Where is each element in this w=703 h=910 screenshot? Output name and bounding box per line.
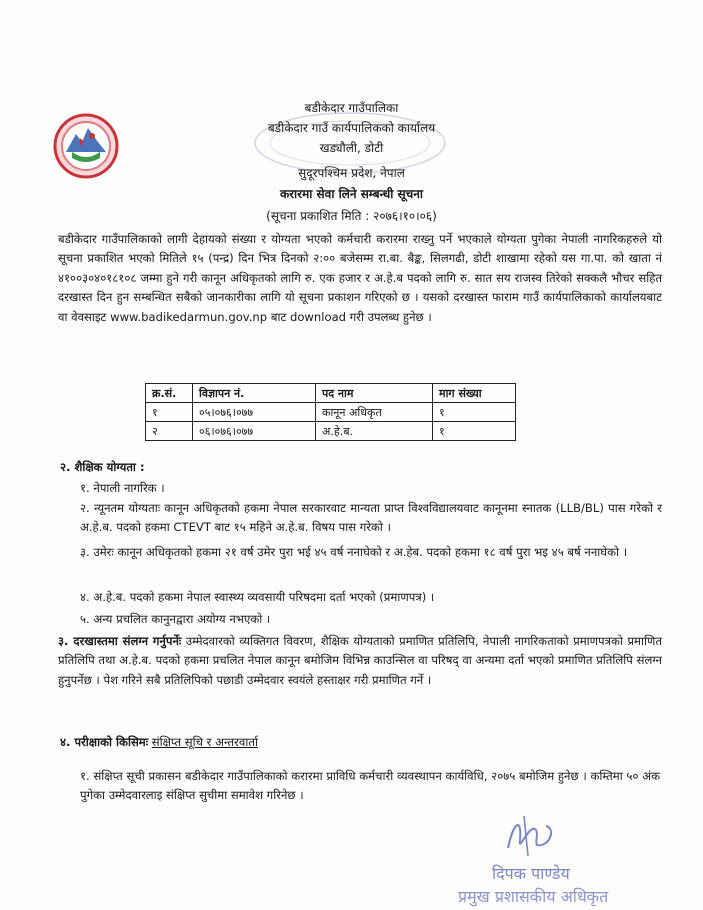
qualification-item: ५. अन्य प्रचलित कानुनद्वारा अयोग्य नभएको । (80, 612, 271, 626)
table-header-row (146, 384, 516, 403)
signature-icon (500, 810, 560, 860)
office-address: खड्यौली, डोटी (319, 141, 384, 155)
signatory-title: प्रमुख प्रशासकीय अधिकृत (458, 887, 609, 906)
section3-heading: ३. दरखास्तमा संलग्न गर्नुपर्नेः (58, 634, 182, 648)
signatory-name: दिपक पाण्डेय (492, 864, 570, 883)
intro-paragraph: बडीकेदार गाउँपालिकाको लागी देहायको संख्या र योग्यता भएको कर्मचारी करारमा राख्नु पर्ने भएकाले योग्यता पुगेका नेपाली नागरिकहरुले यो सूचना प्रकाशित भएको मितिले १५ (पन्द्र) दिन भित्र दिनको २:०० बजेसम्म रा.बा. बैङ्क, सिलगढी, डोटी शाखामा रहेको यस गा.पा. को खाता नं ४१००३०४०१८१०८ जम्मा हुने गरी कानून अधिकृतको लागि रु. एक हजार र अ.हे.ब पदको लागि रु. सात सय राजस्व तिरेको सक्कलै भौचर सहित दरखास्त दिन हुन सम्बन्धित सबैको जानकारीका लागि यो सूचना प्रकाशन गरिएको छ । यसको दरखास्त फाराम गाउँ कार्यपालिकाको कार्यालयबाट वा वेवसाइट www.badikedarmun.gov.np बाट download गरी उपलब्ध हुनेछ । (58, 232, 662, 324)
qualification-item: १. नेपाली नागरिक । (80, 481, 165, 495)
table-cell: १ (146, 403, 193, 422)
notice-title: करारमा सेवा लिने सम्बन्धी सूचना (279, 187, 424, 201)
section3-paragraph (58, 632, 662, 690)
table-row (146, 422, 516, 441)
vacancy-table (145, 383, 516, 441)
column-header-serial: क्र.सं. (146, 384, 193, 403)
qualification-item: ४. अ.हे.ब. पदको हकमा नेपाल स्वास्थ्य व्यवसायी परिषदमा दर्ता भएको (प्रमाणपत्र) । (80, 590, 435, 604)
exam-type: संक्षिप्त सूचि र अन्तरवार्ता (151, 735, 258, 749)
qualification-item: ३. उमेरः कानून अधिकृतको हकमा २१ वर्ष उमेर पुरा भई ४५ वर्ष ननाघेको र अ.हेब. पदको हकमा १८ वर्ष पुरा भइ ४५ बर्ष ननाघेको । (80, 545, 628, 559)
column-header-demand: माग संख्या (433, 384, 516, 403)
table-row (146, 403, 516, 422)
column-header-post: पद नाम (316, 384, 433, 403)
municipality-name: बडीकेदार गाउँपालिका (304, 101, 399, 115)
section2-heading: २. शैक्षिक योग्यता : (60, 460, 145, 474)
province-country: सुदूरपश्चिम प्रदेश, नेपाल (298, 166, 405, 180)
column-header-ad-number: विज्ञापन नं. (193, 384, 316, 403)
table-cell: कानून अधिकृत (316, 403, 433, 422)
section4-heading: ४. परीक्षाको किसिमः (60, 735, 149, 749)
qualification-item: २. न्यूनतम योग्यताः कानून अधिकृतको हकमा नेपाल सरकारवाट मान्यता प्राप्त विश्वविद्यालयवाट कानूनमा स्नातक (LLB/BL) पास गरेको र अ.हे.ब. पदको हकमा CTEVT बाट १५ महिने अ.हे.ब. विषय पास गरेको । (80, 501, 662, 535)
table-cell: १ (433, 422, 516, 441)
section3-text: उम्मेदवारको व्यक्तिगत विवरण, शैक्षिक योग्यताको प्रमाणित प्रतिलिपि, नेपाली नागरिकताको प्रमाणपत्रको प्रमाणित प्रतिलिपि तथा अ.हे.ब. पदको हकमा प्रचलित नेपाल कानून बमोजिम विभिन्न काउन्सिल वा परिषद् वा अन्यमा दर्ता भएको प्रमाणित प्रतिलिपि संलग्न हुनुपर्नेछ । पेश गरिने सबै प्रतिलिपिको पछाडी उम्मेदवार स्वयंले हस्ताक्षर गरी प्रमाणित गर्ने । (58, 634, 662, 687)
section4-heading-line (60, 733, 660, 752)
office-name: बडीकेदार गाउँ कार्यपालिकको कार्यालय (267, 121, 436, 135)
notice-date: (सूचना प्रकाशित मिति : २०७६।१०।०६) (266, 209, 437, 223)
table-cell: ०५।०७६।०७७ (193, 403, 316, 422)
table-cell: १ (433, 403, 516, 422)
table-cell: ०६।०७६।०७७ (193, 422, 316, 441)
table-cell: २ (146, 422, 193, 441)
section4-text: १. संक्षिप्त सूची प्रकासन बडीकेदार गाउँपालिकाको करारमा प्राविधि कर्मचारी व्यवस्थापन कार्यविधि, २०७५ बमोजिम हुनेछ । कम्तिमा ५० अंक पुगेका उम्मेदवारलाइ संक्षिप्त सुचीमा समावेश गरिनेछ । (80, 769, 660, 803)
table-cell: अ.हे.ब. (316, 422, 433, 441)
